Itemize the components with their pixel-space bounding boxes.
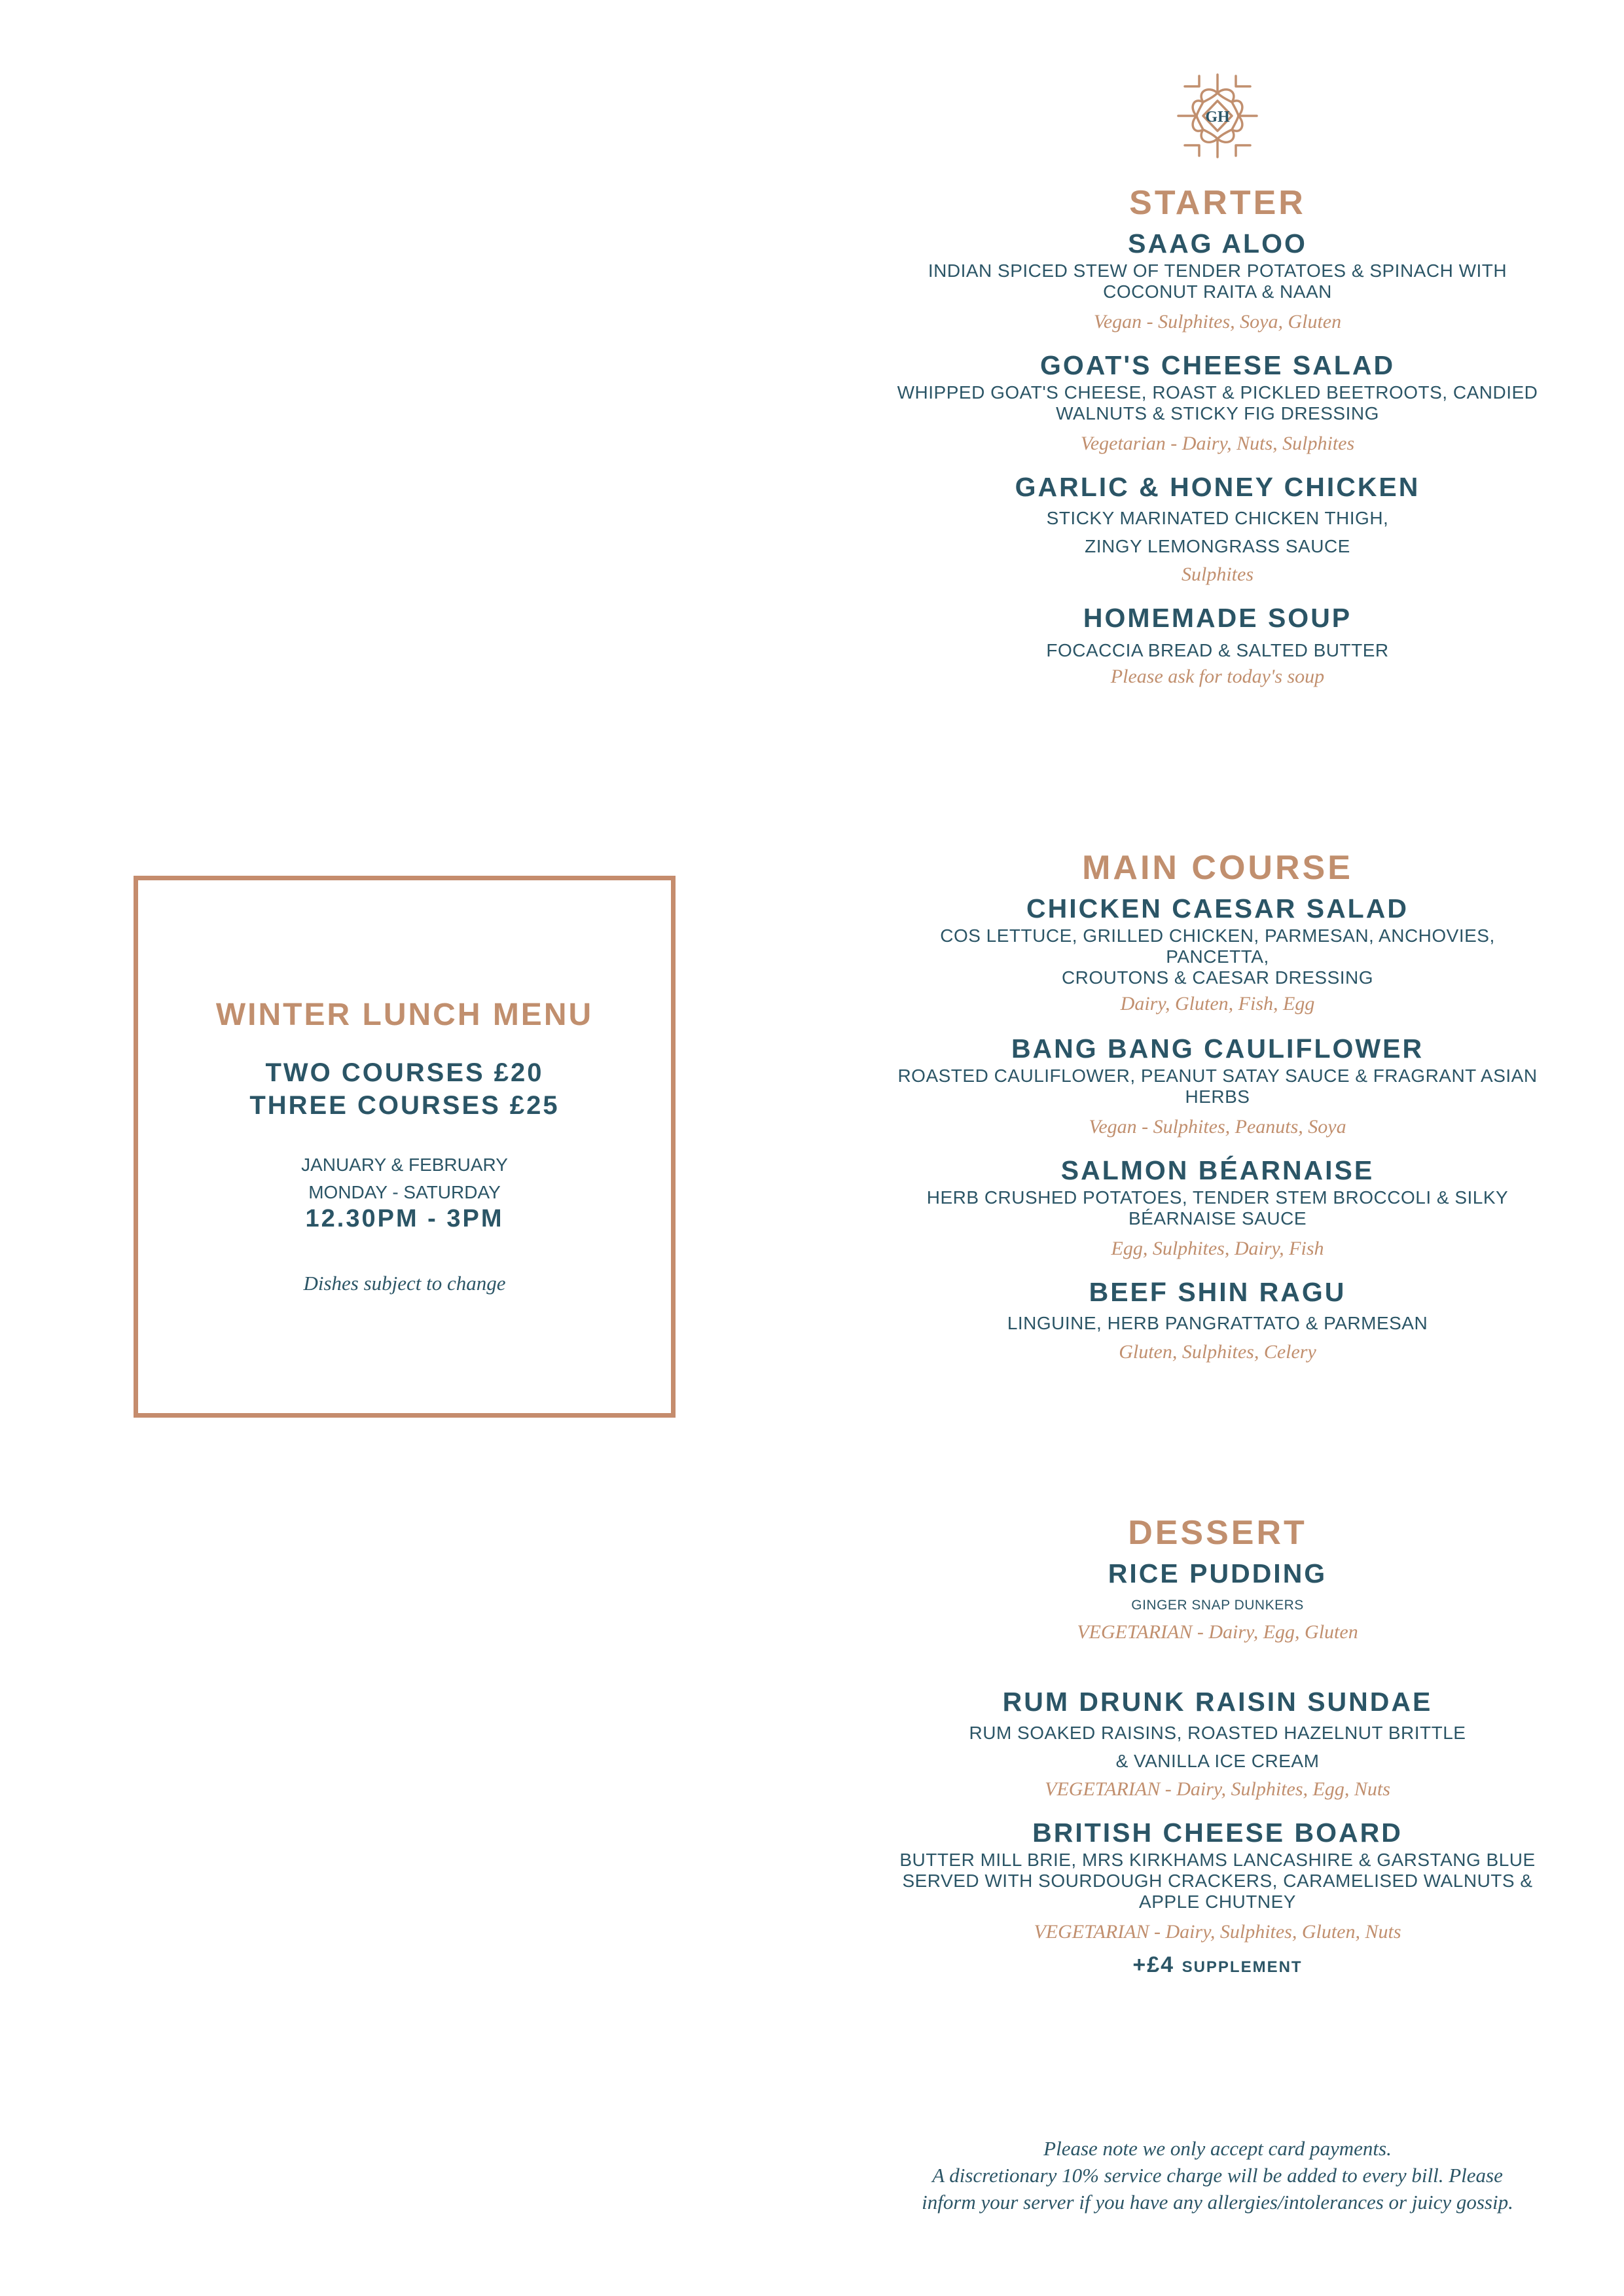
- dish-homemade-soup: [871, 602, 1564, 690]
- main-course-section: [871, 848, 1564, 1365]
- dish-name: SAAG ALOO: [1128, 228, 1307, 259]
- section-title-starter: STARTER: [1129, 184, 1306, 222]
- section-title-main-course: MAIN COURSE: [1082, 849, 1353, 887]
- dish-dietary-tags: VEGETARIAN - Dairy, Sulphites, Egg, Nuts: [1045, 1778, 1390, 1800]
- dish-name: BANG BANG CAULIFLOWER: [1011, 1033, 1424, 1064]
- dish-bang-bang-cauliflower: [871, 1033, 1564, 1140]
- supplement-label: SUPPLEMENT: [1182, 1958, 1303, 1976]
- dishes-change-note: Dishes subject to change: [303, 1272, 506, 1295]
- dish-rum-drunk-raisin-sundae: [871, 1686, 1564, 1803]
- dish-dietary-tags: Please ask for today's soup: [1110, 666, 1325, 687]
- starter-section: [871, 183, 1564, 690]
- dish-dietary-tags: Sulphites: [1182, 564, 1254, 585]
- dish-description: ROASTED CAULIFLOWER, PEANUT SATAY SAUCE & FRAGRANT ASIAN HERBS: [897, 1066, 1538, 1107]
- dish-description: WHIPPED GOAT'S CHEESE, ROAST & PICKLED BEETROOTS, CANDIED WALNUTS & STICKY FIG DRESSING: [897, 382, 1538, 423]
- available-months: JANUARY & FEBRUARY: [301, 1155, 508, 1175]
- gh-monogram-ornament-icon: [1177, 73, 1258, 158]
- dish-goats-cheese-salad: [871, 350, 1564, 457]
- dish-dietary-tags: Vegan - Sulphites, Soya, Gluten: [1093, 311, 1342, 332]
- supplement-note: [871, 1952, 1564, 1981]
- dish-name: BRITISH CHEESE BOARD: [1032, 1818, 1403, 1848]
- dish-dietary-tags: VEGETARIAN - Dairy, Sulphites, Gluten, Nuts: [1034, 1921, 1401, 1943]
- footer-line-service-charge: A discretionary 10% service charge will be added to every bill. Please: [932, 2164, 1503, 2187]
- dessert-section: [871, 1513, 1564, 1981]
- dish-name: HOMEMADE SOUP: [1083, 603, 1352, 633]
- dish-dietary-tags: Egg, Sulphites, Dairy, Fish: [1111, 1238, 1324, 1259]
- dish-name: RUM DRUNK RAISIN SUNDAE: [1002, 1687, 1433, 1717]
- dish-description: INDIAN SPICED STEW OF TENDER POTATOES & SPINACH WITH COCONUT RAITA & NAAN: [928, 260, 1507, 302]
- winter-lunch-info-box: [134, 876, 676, 1418]
- dish-dietary-tags: Gluten, Sulphites, Celery: [1119, 1341, 1316, 1363]
- dish-beef-shin-ragu: [871, 1276, 1564, 1365]
- available-days: MONDAY - SATURDAY: [308, 1182, 501, 1202]
- dish-garlic-honey-chicken: [871, 471, 1564, 588]
- dish-dietary-tags: Dairy, Gluten, Fish, Egg: [1120, 993, 1315, 1014]
- dish-rice-pudding: [871, 1558, 1564, 1645]
- price-two-courses: TWO COURSES £20: [265, 1058, 544, 1087]
- dish-saag-aloo: [871, 228, 1564, 335]
- payment-footer-note: [871, 2135, 1564, 2215]
- dish-british-cheese-board: [871, 1817, 1564, 1981]
- dish-name: BEEF SHIN RAGU: [1089, 1277, 1346, 1307]
- dish-name: GARLIC & HONEY CHICKEN: [1015, 472, 1420, 502]
- dish-description: BUTTER MILL BRIE, MRS KIRKHAMS LANCASHIRE & GARSTANG BLUE SERVED WITH SOURDOUGH CRACKERS, CARAMELISED WALNUTS & APPLE CHUTNEY: [899, 1850, 1536, 1912]
- serving-hours: 12.30PM - 3PM: [305, 1205, 504, 1232]
- dish-description: FOCACCIA BREAD & SALTED BUTTER: [1046, 640, 1389, 660]
- logo-letters: GH: [1205, 109, 1230, 126]
- dish-dietary-tags: VEGETARIAN - Dairy, Egg, Gluten: [1077, 1621, 1358, 1643]
- dish-name: SALMON BÉARNAISE: [1060, 1155, 1375, 1185]
- supplement-price: +£4: [1132, 1952, 1175, 1977]
- dish-description: RUM SOAKED RAISINS, ROASTED HAZELNUT BRITTLE & VANILLA ICE CREAM: [969, 1723, 1466, 1771]
- dish-name: RICE PUDDING: [1108, 1558, 1327, 1588]
- dish-chicken-caesar-salad: [871, 893, 1564, 1017]
- dish-name: GOAT'S CHEESE SALAD: [1039, 350, 1396, 380]
- dish-description: STICKY MARINATED CHICKEN THIGH, ZINGY LEMONGRASS SAUCE: [1046, 508, 1389, 556]
- dish-salmon-bearnaise: [871, 1155, 1564, 1262]
- footer-line-card-payments: Please note we only accept card payments.: [1043, 2137, 1392, 2160]
- dish-dietary-tags: Vegan - Sulphites, Peanuts, Soya: [1089, 1116, 1346, 1138]
- price-three-courses: THREE COURSES £25: [249, 1091, 560, 1120]
- dish-dietary-tags: Vegetarian - Dairy, Nuts, Sulphites: [1080, 433, 1355, 454]
- dish-description: GINGER SNAP DUNKERS: [1131, 1598, 1304, 1613]
- section-title-dessert: DESSERT: [1128, 1514, 1307, 1552]
- box-title: WINTER LUNCH MENU: [215, 997, 594, 1032]
- dish-name: CHICKEN CAESAR SALAD: [1026, 893, 1409, 924]
- dish-description: COS LETTUCE, GRILLED CHICKEN, PARMESAN, ANCHOVIES, PANCETTA, CROUTONS & CAESAR DRESSING: [940, 925, 1495, 988]
- dish-description: LINGUINE, HERB PANGRATTATO & PARMESAN: [1007, 1313, 1428, 1333]
- dish-description: HERB CRUSHED POTATOES, TENDER STEM BROCCOLI & SILKY BÉARNAISE SAUCE: [926, 1187, 1509, 1229]
- footer-line-allergies: inform your server if you have any allergies/intolerances or juicy gossip.: [922, 2191, 1513, 2214]
